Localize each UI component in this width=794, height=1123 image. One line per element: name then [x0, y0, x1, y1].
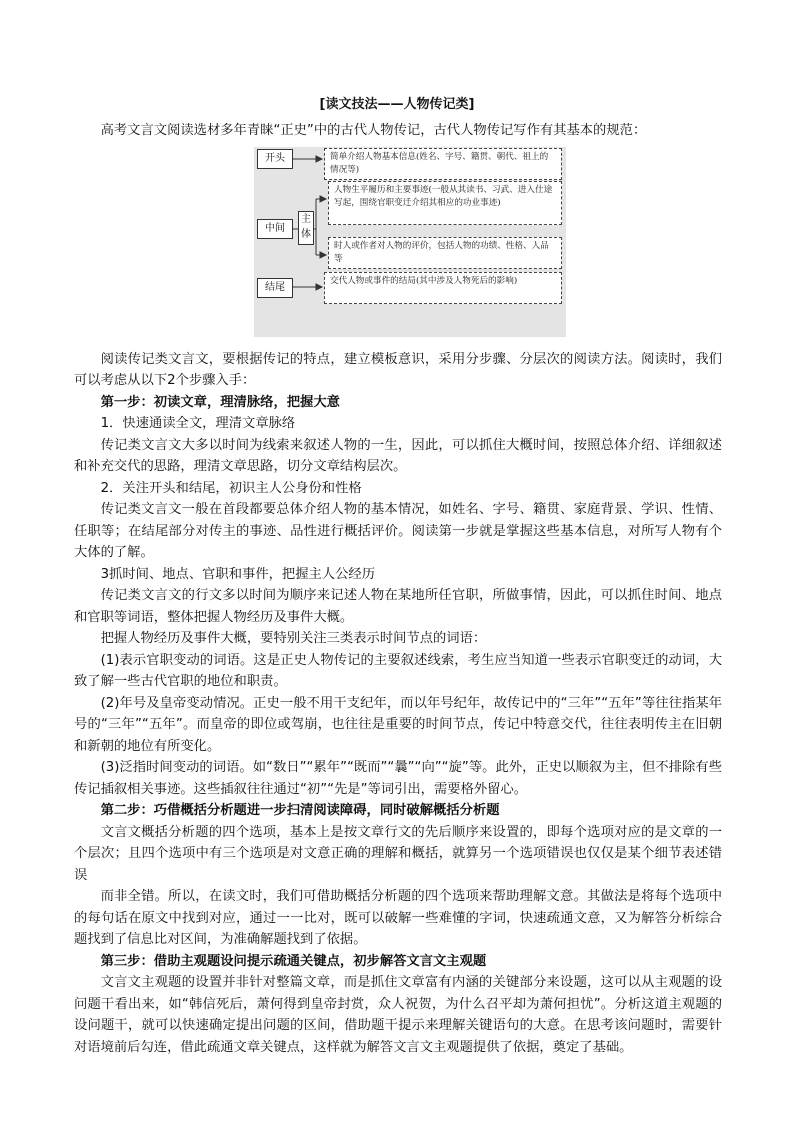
start-label-box: [257, 149, 293, 169]
start-note: 简单介绍人物基本信息(姓名、字号、籍贯、朝代、祖上的情况等): [330, 151, 549, 175]
intro-paragraph: 高考文言文阅读选材多年青睐“正史”中的古代人物传记，古代人物传记写作有其基本的规范：: [100, 123, 647, 138]
step-1-item-2-title: 2．关注开头和结尾，初识主人公身份和性格: [100, 480, 362, 496]
biography-structure-diagram: [254, 147, 566, 337]
diagram-area: [74, 147, 722, 343]
end-note: 交代人物或事件的结局(其中涉及人物死后的影响): [330, 275, 518, 286]
end-label-box: [257, 278, 293, 298]
article-body: [74, 120, 722, 1058]
body-note-2: 时人或作者对人物的评价，包括人物的功绩、性格、人品等: [334, 240, 549, 264]
body-note-2-box: [328, 237, 562, 269]
step-1-item-2-body: 传记类文言文一般在首段都要总体介绍人物的基本情况，如姓名、字号、籍贯、家庭背景、学识、性情、任职等；在结尾部分对传主的事迹、品性进行概括评价。阅读第一步就是掌握这些基本信息，对所写人物有个大体的了解。: [74, 502, 722, 560]
end-label: 结尾: [265, 281, 285, 293]
step-1-item-1-title: 1．快速通读全文，理清文章脉络: [100, 416, 296, 431]
step-1-heading: 第一步：初读文章，理清脉络，把握大意: [100, 394, 340, 410]
body-label: 主体: [301, 213, 311, 240]
step-1-item-3-lead: 把握人物经历及事件大概，要特别关注三类表示时间节点的词语：: [100, 631, 487, 646]
step-2-body-2: 而非全错。所以，在读文时，我们可借助概括分析题的四个选项来帮助理解文意。其做法是将每个选项中的每句话在原文中找到对应，通过一一比对，既可以破解一些难懂的字词，快速疏通文意，又为解答分析综合题找到了信息比对区间，为准确解题找到了依据。: [74, 889, 722, 947]
section-title: [读文技法——人物传记类]: [319, 97, 475, 112]
middle-label-box: [257, 219, 293, 239]
time-words-item-1: (1)表示官职变动的词语。这是正史人物传记的主要叙述线索，考生应当知道一些表示官职变迁的动词，大致了解一些古代官职的地位和职责。: [74, 652, 722, 689]
step-3-body: 文言文主观题的设置并非针对整篇文章，而是抓住文章富有内涵的关键部分来设题，这可以从主观题的设问题干看出来，如“韩信死后，萧何得到皇帝封赏，众人祝贺，为什么召平却为萧何担忧”。分析这道主观题的设问题干，就可以快速确定提出问题的区间，借助题干提示来理解关键语句的大意。在思考该问题时，需要针对语境前后勾连，借此疏通文章关键点，这样就为解答文言文主观题提供了依据，奠定了基础。: [74, 975, 722, 1055]
body-label-box: [298, 211, 314, 245]
step-2-body-1: 文言文概括分析题的四个选项，基本上是按文章行文的先后顺序来设置的，即每个选项对应的是文章的一个层次；且四个选项中有三个选项是对文意正确的理解和概括，就算另一个选项错误也仅仅是某个细节表述错误: [74, 824, 722, 883]
body-note-1-box: [328, 181, 562, 225]
start-note-box: [324, 148, 562, 180]
step-1-item-3-title: 3抓时间、地点、官职和事件，把握主人公经历: [100, 566, 375, 582]
step-1-item-3-body: 传记类文言文的行文多以时间为顺序来记述人物在某地所任官职，所做事情，因此，可以抓住时间、地点和官职等词语，整体把握人物经历及事件大概。: [74, 588, 722, 625]
start-label: 开头: [265, 152, 285, 164]
middle-label: 中间: [265, 222, 285, 234]
step-2-heading: 第二步：巧借概括分析题进一步扫清阅读障碍，同时破解概括分析题: [100, 803, 500, 818]
step-3-heading: 第三步：借助主观题设问提示疏通关键点，初步解答文言文主观题: [100, 953, 487, 969]
time-words-item-2: (2)年号及皇帝变动情况。正史一般不用干支纪年，而以年号纪年，故传记中的“三年”“五年”等往往指某年号的“三年”“五年”。而皇帝的即位或驾崩，也往往是重要的时间节点，传记中特意交代，往往表明传主在旧朝和新朝的地位有所变化。: [74, 695, 722, 754]
body-note-1: 人物生平履历和主要事迹(一般从其读书、习武、进入仕途写起，围绕官职变迁介绍其相应的功业事迹): [334, 184, 553, 208]
step-1-item-1-body: 传记类文言文大多以时间为线索来叙述人物的一生，因此，可以抓住大概时间，按照总体介绍、详细叙述和补充交代的思路，理清文章思路，切分文章结构层次。: [74, 437, 722, 474]
time-words-item-3: (3)泛指时间变动的词语。如“数日”“累年”“既而”“曩”“向”“旋”等。此外，正史以顺叙为主，但不排除有些传记插叙相关事迹。这些插叙往往通过“初”“先是”等词引出，需要格外留心。: [74, 760, 722, 797]
end-note-box: [324, 272, 562, 304]
method-paragraph: 阅读传记类文言文，要根据传记的特点，建立模板意识，采用分步骤、分层次的阅读方法。阅读时，我们可以考虑从以下2个步骤入手：: [74, 351, 722, 388]
